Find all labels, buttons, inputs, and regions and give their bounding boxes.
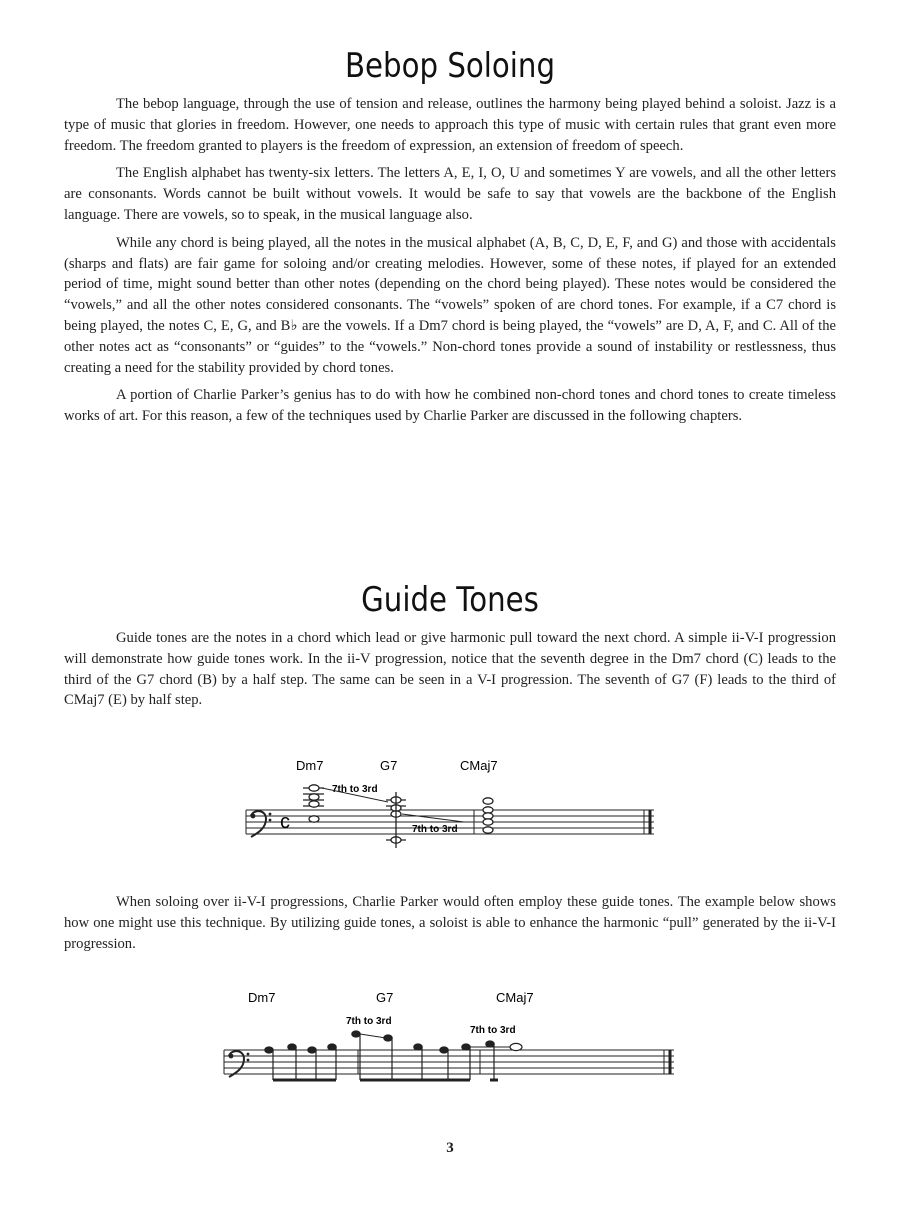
common-time-icon: c [280, 811, 290, 833]
paragraph: While any chord is being played, all the notes in the musical alphabet (A, B, C, D, E, F, and G) and those with accidentals (sharps and flats) are fair game for soloing and/or creating melodies. However, some of these notes, if played for an extended period of time, might sound better than other notes (depending on the chord being played). These notes would be considered the “vowels,” and all the other notes considered consonants. The “vowels” spoken of are chord tones. For example, if a C7 chord is being played, the notes C, E, G, and B♭ are the vowels. If a Dm7 chord is being played, the “vowels” are D, A, F, and C. All of the other notes act as “consonants” or “guides” to the “vowels.” Non-chord tones provide a sound of instability or restlessness, thus creating a need for the stability provided by chord tones. [64, 234, 836, 376]
chord-symbol-g7: G7 [376, 990, 394, 1005]
chord-symbol-cmaj7: CMaj7 [460, 758, 498, 773]
bass-clef-icon [251, 811, 272, 837]
paragraph: The bebop language, through the use of tension and release, outlines the harmony being played behind a soloist. Jazz is a type of music that glories in freedom. However, one needs to approach this type of music with certain rules that grant even more freedom. The freedom granted to players is the freedom of expression, an extension of freedom of speech. [64, 96, 836, 154]
annotation-7th-to-3rd: 7th to 3rd [332, 784, 378, 795]
annotation-7th-to-3rd: 7th to 3rd [412, 824, 458, 835]
chord-symbol-cmaj7: CMaj7 [496, 990, 534, 1005]
bass-clef-icon [229, 1051, 250, 1077]
music-example-chords [236, 752, 666, 862]
guide-tones-followup [64, 892, 836, 961]
g7-chord [386, 792, 406, 848]
annotation-7th-to-3rd: 7th to 3rd [470, 1025, 516, 1036]
guide-line [402, 814, 464, 822]
guide-line [360, 1034, 386, 1038]
chord-symbol-g7: G7 [380, 758, 398, 773]
chord-symbol-dm7: Dm7 [296, 758, 324, 773]
page-number: 3 [446, 1140, 454, 1156]
section-title-bebop-soloing: Bebop Soloing [344, 46, 556, 86]
section-title-guide-tones: Guide Tones [361, 580, 539, 620]
music-example-melody [214, 984, 684, 1094]
cmaj7-chord [483, 798, 493, 833]
paragraph: A portion of Charlie Parker’s genius has to do with how he combined non-chord tones and chord tones to create timeless works of art. For this reason, a few of the techniques used by Charlie Parker are discussed in the following chapters. [64, 387, 836, 425]
dm7-chord [303, 785, 324, 822]
staff-lines [224, 1050, 674, 1074]
paragraph: When soloing over ii-V-I progressions, Charlie Parker would often employ these guide tones. The example below shows how one might use this technique. By utilizing guide tones, a soloist is able to enhance the harmonic “pull” generated by the ii-V-I progression. [64, 894, 836, 952]
paragraph: Guide tones are the notes in a chord which lead or give harmonic pull toward the next chord. A simple ii-V-I progression will demonstrate how guide tones work. In the ii-V progression, notice that the seventh degree in the Dm7 chord (C) leads to the third of the G7 chord (B) by a half step. The same can be seen in a V-I progression. The seventh of G7 (F) leads to the third of CMaj7 (E) by half step. [64, 630, 836, 709]
paragraph: The English alphabet has twenty-six letters. The letters A, E, I, O, U and sometimes Y are vowels, and all the other letters are consonants. Words cannot be built without vowels. It would be safe to say that vowels are the backbone of the English language. There are vowels, so to speak, in the musical language also. [64, 165, 836, 223]
guide-tones-intro [64, 628, 836, 718]
chord-symbol-dm7: Dm7 [248, 990, 276, 1005]
annotation-7th-to-3rd: 7th to 3rd [346, 1016, 392, 1027]
bebop-soloing-body [64, 94, 836, 434]
